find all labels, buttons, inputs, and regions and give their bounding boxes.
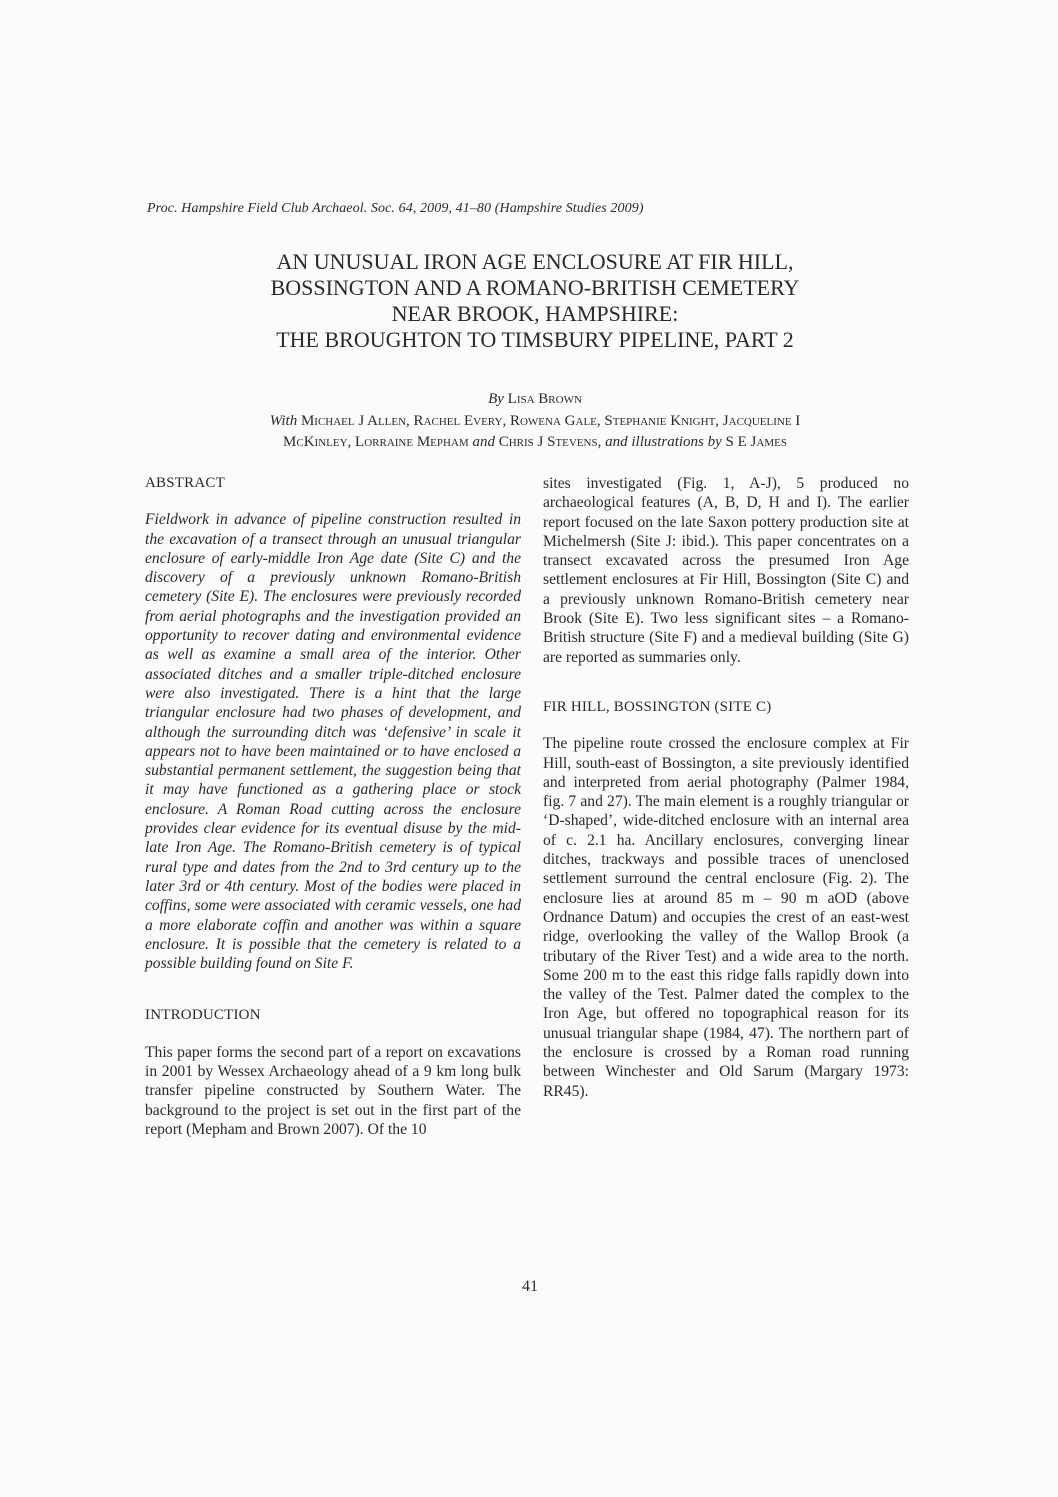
abstract-text: Fieldwork in advance of pipeline construction resulted in the excavation of a transect through an unusual triangular enclosure of early-middle Iron Age date (Site C) and the discovery of a previously unknown Romano-British cemetery (Site E). The enclosures were previously recorded from aerial photographs and the investigation provided an opportunity to recover dating and environmental evidence as well as examine a small area of the interior. Other associated ditches and a smaller triple-ditched enclosure were also investigated. There is a hint that the large triangular enclosure had two phases of development, and although the surrounding ditch was ‘defensive’ in scale it appears not to have been maintained or to have enclosed a substantial permanent settlement, the suggestion being that it may have functioned as a gathering place or stock enclosure. A Roman Road cutting across the enclosure provides clear evidence for its eventual disuse by the mid-late Iron Age. The Romano-British cemetery is of typical rural type and dates from the 2nd to 3rd century up to the later 3rd or 4th century. Most of the bodies were placed in coffins, some were associated with ceramic vessels, one had a more elaborate coffin and another was within a square enclosure. It is possible that the cemetery is related to a possible building found on Site F. xyxy=(145,511,521,973)
introduction-heading: INTRODUCTION xyxy=(145,1007,261,1024)
page-number: 41 xyxy=(522,1278,538,1295)
byline-author: Lisa Brown xyxy=(507,391,582,407)
article-title xyxy=(150,249,920,353)
contributors xyxy=(150,411,920,453)
title-line-3: NEAR BROOK, HAMPSHIRE: xyxy=(391,301,679,326)
introduction-text: This paper forms the second part of a report on excavations in 2001 by Wessex Archaeology ahead of a 9 km long bulk transfer pipeline constructed by Southern Water. The background to the project is set out in the first part of the report (Mepham and Brown 2007). Of the 10 xyxy=(145,1043,521,1138)
contributors-line-1: Michael J Allen, Rachel Every, Rowena Gale, Stephanie Knight, Jacqueline I xyxy=(300,413,801,429)
fir-hill-heading: FIR HILL, BOSSINGTON (SITE C) xyxy=(543,698,772,715)
introduction-continued-text: sites investigated (Fig. 1, A-J), 5 produced no archaeological features (A, B, D, H and I). The earlier report focused on the late Saxon pottery production site at Michelmersh (Site J: ibid.). This paper concentrates on a transect excavated across the presumed Iron Age settlement enclosures at Fir Hill, Bossington (Site C) and a previously unknown Romano-British cemetery near Brook (Site E). Two less significant sites – a Romano-British structure (Site F) and a medieval building (Site G) are reported as summaries only. xyxy=(543,475,909,666)
contributors-line-2: McKinley, Lorraine Mepham xyxy=(283,434,469,450)
left-column xyxy=(145,474,521,1139)
illustrator: S E James xyxy=(725,434,787,450)
title-line-2: BOSSINGTON AND A ROMANO-BRITISH CEMETERY xyxy=(270,275,800,300)
byline-by: By xyxy=(488,391,504,407)
fir-hill-text: The pipeline route crossed the enclosure complex at Fir Hill, south-east of Bossington, a site previously identified and interpreted from aerial photography (Palmer 1984, fig. 7 and 27). The main element is a roughly triangular or ‘D-shaped’, wide-ditched enclosure with an internal area of c. 2.1 ha. Ancillary enclosures, converging linear ditches, trackways and possible traces of unenclosed settlement surround the central enclosure (Fig. 2). The enclosure lies at around 85 m – 90 m aOD (above Ordnance Datum) and occupies the crest of an east-west ridge, overlooking the valley of the Wallop Brook (a tributary of the River Test) and a wide area to the north. Some 200 m to the east this ridge falls rapidly down into the valley of the Test. Palmer dated the complex to the Iron Age, but offered no topographical reason for its unusual triangular shape (1984, 47). The northern part of the enclosure is crossed by a Roman road running between Winchester and Old Sarum (Margary 1973: RR45). xyxy=(543,735,909,1100)
contributors-and: and xyxy=(472,434,495,450)
title-line-4: THE BROUGHTON TO TIMSBURY PIPELINE, PART 2 xyxy=(276,327,794,352)
byline xyxy=(150,390,920,409)
abstract-heading: ABSTRACT xyxy=(145,475,225,491)
right-column xyxy=(543,474,909,1101)
journal-reference: Proc. Hampshire Field Club Archaeol. Soc. 64, 2009, 41–80 (Hampshire Studies 2009) xyxy=(147,201,644,216)
title-line-1: AN UNUSUAL IRON AGE ENCLOSURE AT FIR HILL, xyxy=(276,249,794,274)
contributors-with: With xyxy=(269,413,298,429)
contributors-line-3: Chris J Stevens, xyxy=(498,434,602,450)
illustrations-by: and illustrations by xyxy=(605,434,722,450)
